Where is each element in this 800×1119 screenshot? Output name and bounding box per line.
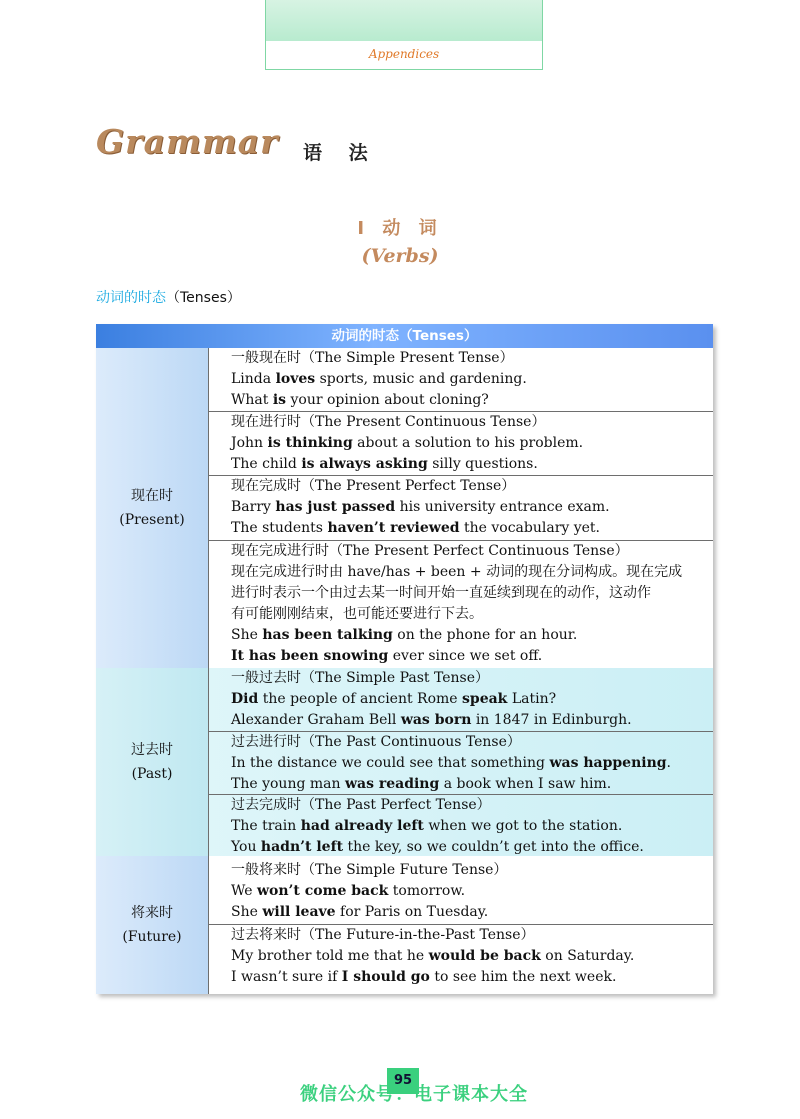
cell-title: 过去完成时（The Past Perfect Tense） <box>231 797 491 813</box>
page-title-cn: 语 法 <box>303 142 378 164</box>
example-line: Linda loves sports, music and gardening. <box>231 371 527 387</box>
subheading-en: （Tenses） <box>166 290 241 306</box>
past-label <box>96 668 209 856</box>
example-line: The train had already left when we got to the station. <box>231 818 623 834</box>
example-line: Barry has just passed his university entrance exam. <box>231 499 610 515</box>
simple-present-cell <box>209 348 713 412</box>
example-line: She will leave for Paris on Tuesday. <box>231 904 489 920</box>
example-line: You hadn’t left the key, so we couldn’t get into the office. <box>231 839 644 855</box>
example-line: She has been talking on the phone for an hour. <box>231 627 578 643</box>
cell-title: 过去进行时（The Past Continuous Tense） <box>231 734 521 750</box>
present-label-cn: 现在时 <box>131 488 173 504</box>
past-label-en: (Past) <box>131 766 173 782</box>
subheading <box>96 287 241 307</box>
cell-title: 现在完成时（The Present Perfect Tense） <box>231 478 516 494</box>
example-line: I wasn’t sure if I should go to see him the next week. <box>231 969 617 985</box>
example-line: It has been snowing ever since we set off. <box>231 648 543 664</box>
past-label-cn: 过去时 <box>131 742 173 758</box>
section-title-en: (Verbs) <box>361 245 439 267</box>
cell-title: 一般现在时（The Simple Present Tense） <box>231 350 514 366</box>
cell-title: 一般过去时（The Simple Past Tense） <box>231 670 490 686</box>
example-line: Did the people of ancient Rome speak Latin? <box>231 691 557 707</box>
example-line: The child is always asking silly questions. <box>231 456 538 472</box>
example-line: The students haven’t reviewed the vocabulary yet. <box>231 520 601 536</box>
appendices-tab <box>265 0 543 70</box>
future-band <box>96 856 713 994</box>
example-line: John is thinking about a solution to his problem. <box>231 435 584 451</box>
cell-title: 一般将来时（The Simple Future Tense） <box>231 862 508 878</box>
note-line: 有可能刚刚结束，也可能还要进行下去。 <box>231 606 483 622</box>
page-title: Grammar <box>96 122 279 161</box>
future-label-en: (Future) <box>122 929 182 945</box>
present-perfect-continuous-cell <box>209 541 713 668</box>
example-line: My brother told me that he would be back on Saturday. <box>231 948 635 964</box>
cell-title: 现在进行时（The Present Continuous Tense） <box>231 414 546 430</box>
tab-label: Appendices <box>368 47 440 61</box>
example-line: Alexander Graham Bell was born in 1847 in Edinburgh. <box>231 712 632 728</box>
example-line: We won’t come back tomorrow. <box>231 883 466 899</box>
simple-future-cell <box>209 860 713 925</box>
example-line: In the distance we could see that something was happening. <box>231 755 671 771</box>
present-band <box>96 348 713 668</box>
example-line: What is your opinion about cloning? <box>231 392 489 408</box>
past-perfect-cell <box>209 795 713 856</box>
subheading-cn: 动词的时态 <box>96 290 166 306</box>
past-band <box>96 668 713 856</box>
note-line: 现在完成进行时由 have/has + been + 动词的现在分词构成。现在完成 <box>231 564 683 580</box>
future-label-cn: 将来时 <box>131 905 173 921</box>
present-continuous-cell <box>209 412 713 476</box>
present-label <box>96 348 209 668</box>
tab-banner <box>266 0 542 41</box>
future-label <box>96 856 209 994</box>
note-line: 进行时表示一个由过去某一时间开始一直延续到现在的动作，这动作 <box>231 585 651 601</box>
table-header: 动词的时态（Tenses） <box>96 324 713 348</box>
cell-title: 过去将来时（The Future-in-the-Past Tense） <box>231 927 535 943</box>
tenses-table <box>96 324 713 994</box>
page-number: 95 <box>387 1068 419 1094</box>
present-perfect-cell <box>209 476 713 541</box>
footer-watermark: 微信公众号：电子课本大全 <box>300 1084 528 1105</box>
past-continuous-cell <box>209 732 713 795</box>
cell-title: 现在完成进行时（The Present Perfect Continuous Tense） <box>231 543 629 559</box>
present-label-en: (Present) <box>119 512 185 528</box>
example-line: The young man was reading a book when I saw him. <box>231 776 612 792</box>
section-title-cn: I 动 词 <box>357 218 443 239</box>
future-in-past-cell <box>209 925 713 994</box>
simple-past-cell <box>209 668 713 732</box>
